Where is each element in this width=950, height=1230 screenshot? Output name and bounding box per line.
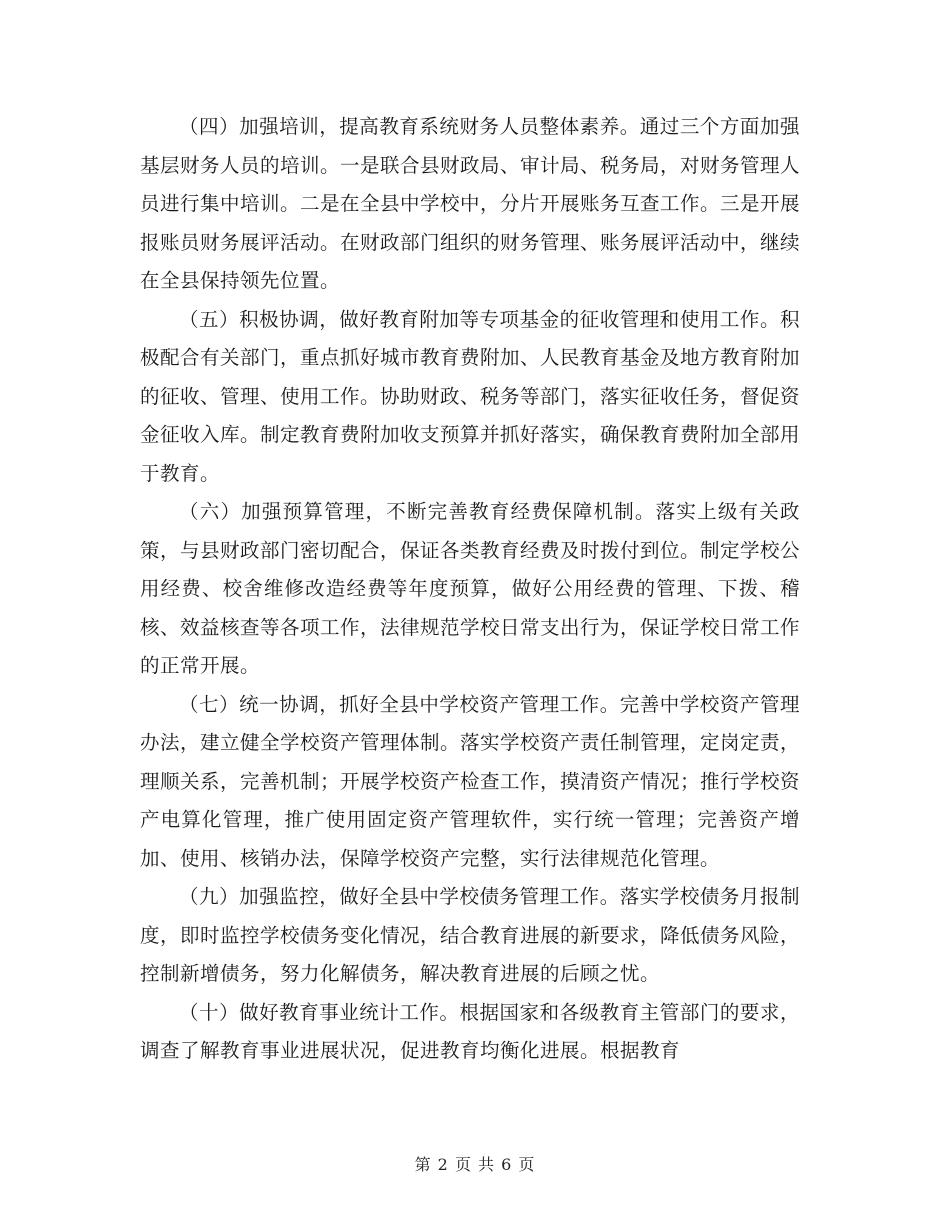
- paragraph-5: （五）积极协调，做好教育附加等专项基金的征收管理和使用工作。积极配合有关部门，重点抓好城市教育费附加、人民教育基金及地方教育附加的征收、管理、使用工作。协助财政、税务等部门，落实征收任务，督促资金征收入库。制定教育费附加收支预算并抓好落实，确保教育费附加全部用于教育。: [140, 307, 801, 485]
- paragraph-6: （六）加强预算管理，不断完善教育经费保障机制。落实上级有关政策，与县财政部门密切配合，保证各类教育经费及时拨付到位。制定学校公用经费、校舍维修改造经费等年度预算，做好公用经费的管理、下拨、稽核、效益核查等各项工作，法律规范学校日常支出行为，保证学校日常工作的正常开展。: [140, 500, 801, 677]
- paragraph-10: （十）做好教育事业统计工作。根据国家和各级教育主管部门的要求，调查了解教育事业进展状况，促进教育均衡化进展。根据教育: [140, 1000, 800, 1062]
- page-footer: 第 2 页 共 6 页: [414, 1155, 536, 1174]
- paragraph-4: （四）加强培训，提高教育系统财务人员整体素养。通过三个方面加强基层财务人员的培训。一是联合县财政局、审计局、税务局，对财务管理人员进行集中培训。二是在全县中学校中，分片开展账务互查工作。三是开展报账员财务展评活动。在财政部门组织的财务管理、账务展评活动中，继续在全县保持领先位置。: [140, 115, 801, 292]
- document-body: [140, 108, 800, 1071]
- paragraph-7: （七）统一协调，抓好全县中学校资产管理工作。完善中学校资产管理办法，建立健全学校资产管理体制。落实学校资产责任制管理，定岗定责，理顺关系，完善机制；开展学校资产检查工作，摸清资产情况；推行学校资产电算化管理，推广使用固定资产管理软件，实行统一管理；完善资产增加、使用、核销办法，保障学校资产完整，实行法律规范化管理。: [140, 692, 801, 870]
- paragraph-9: （九）加强监控，做好全县中学校债务管理工作。落实学校债务月报制度，即时监控学校债务变化情况，结合教育进展的新要求，降低债务风险，控制新增债务，努力化解债务，解决教育进展的后顾之忧。: [140, 885, 801, 985]
